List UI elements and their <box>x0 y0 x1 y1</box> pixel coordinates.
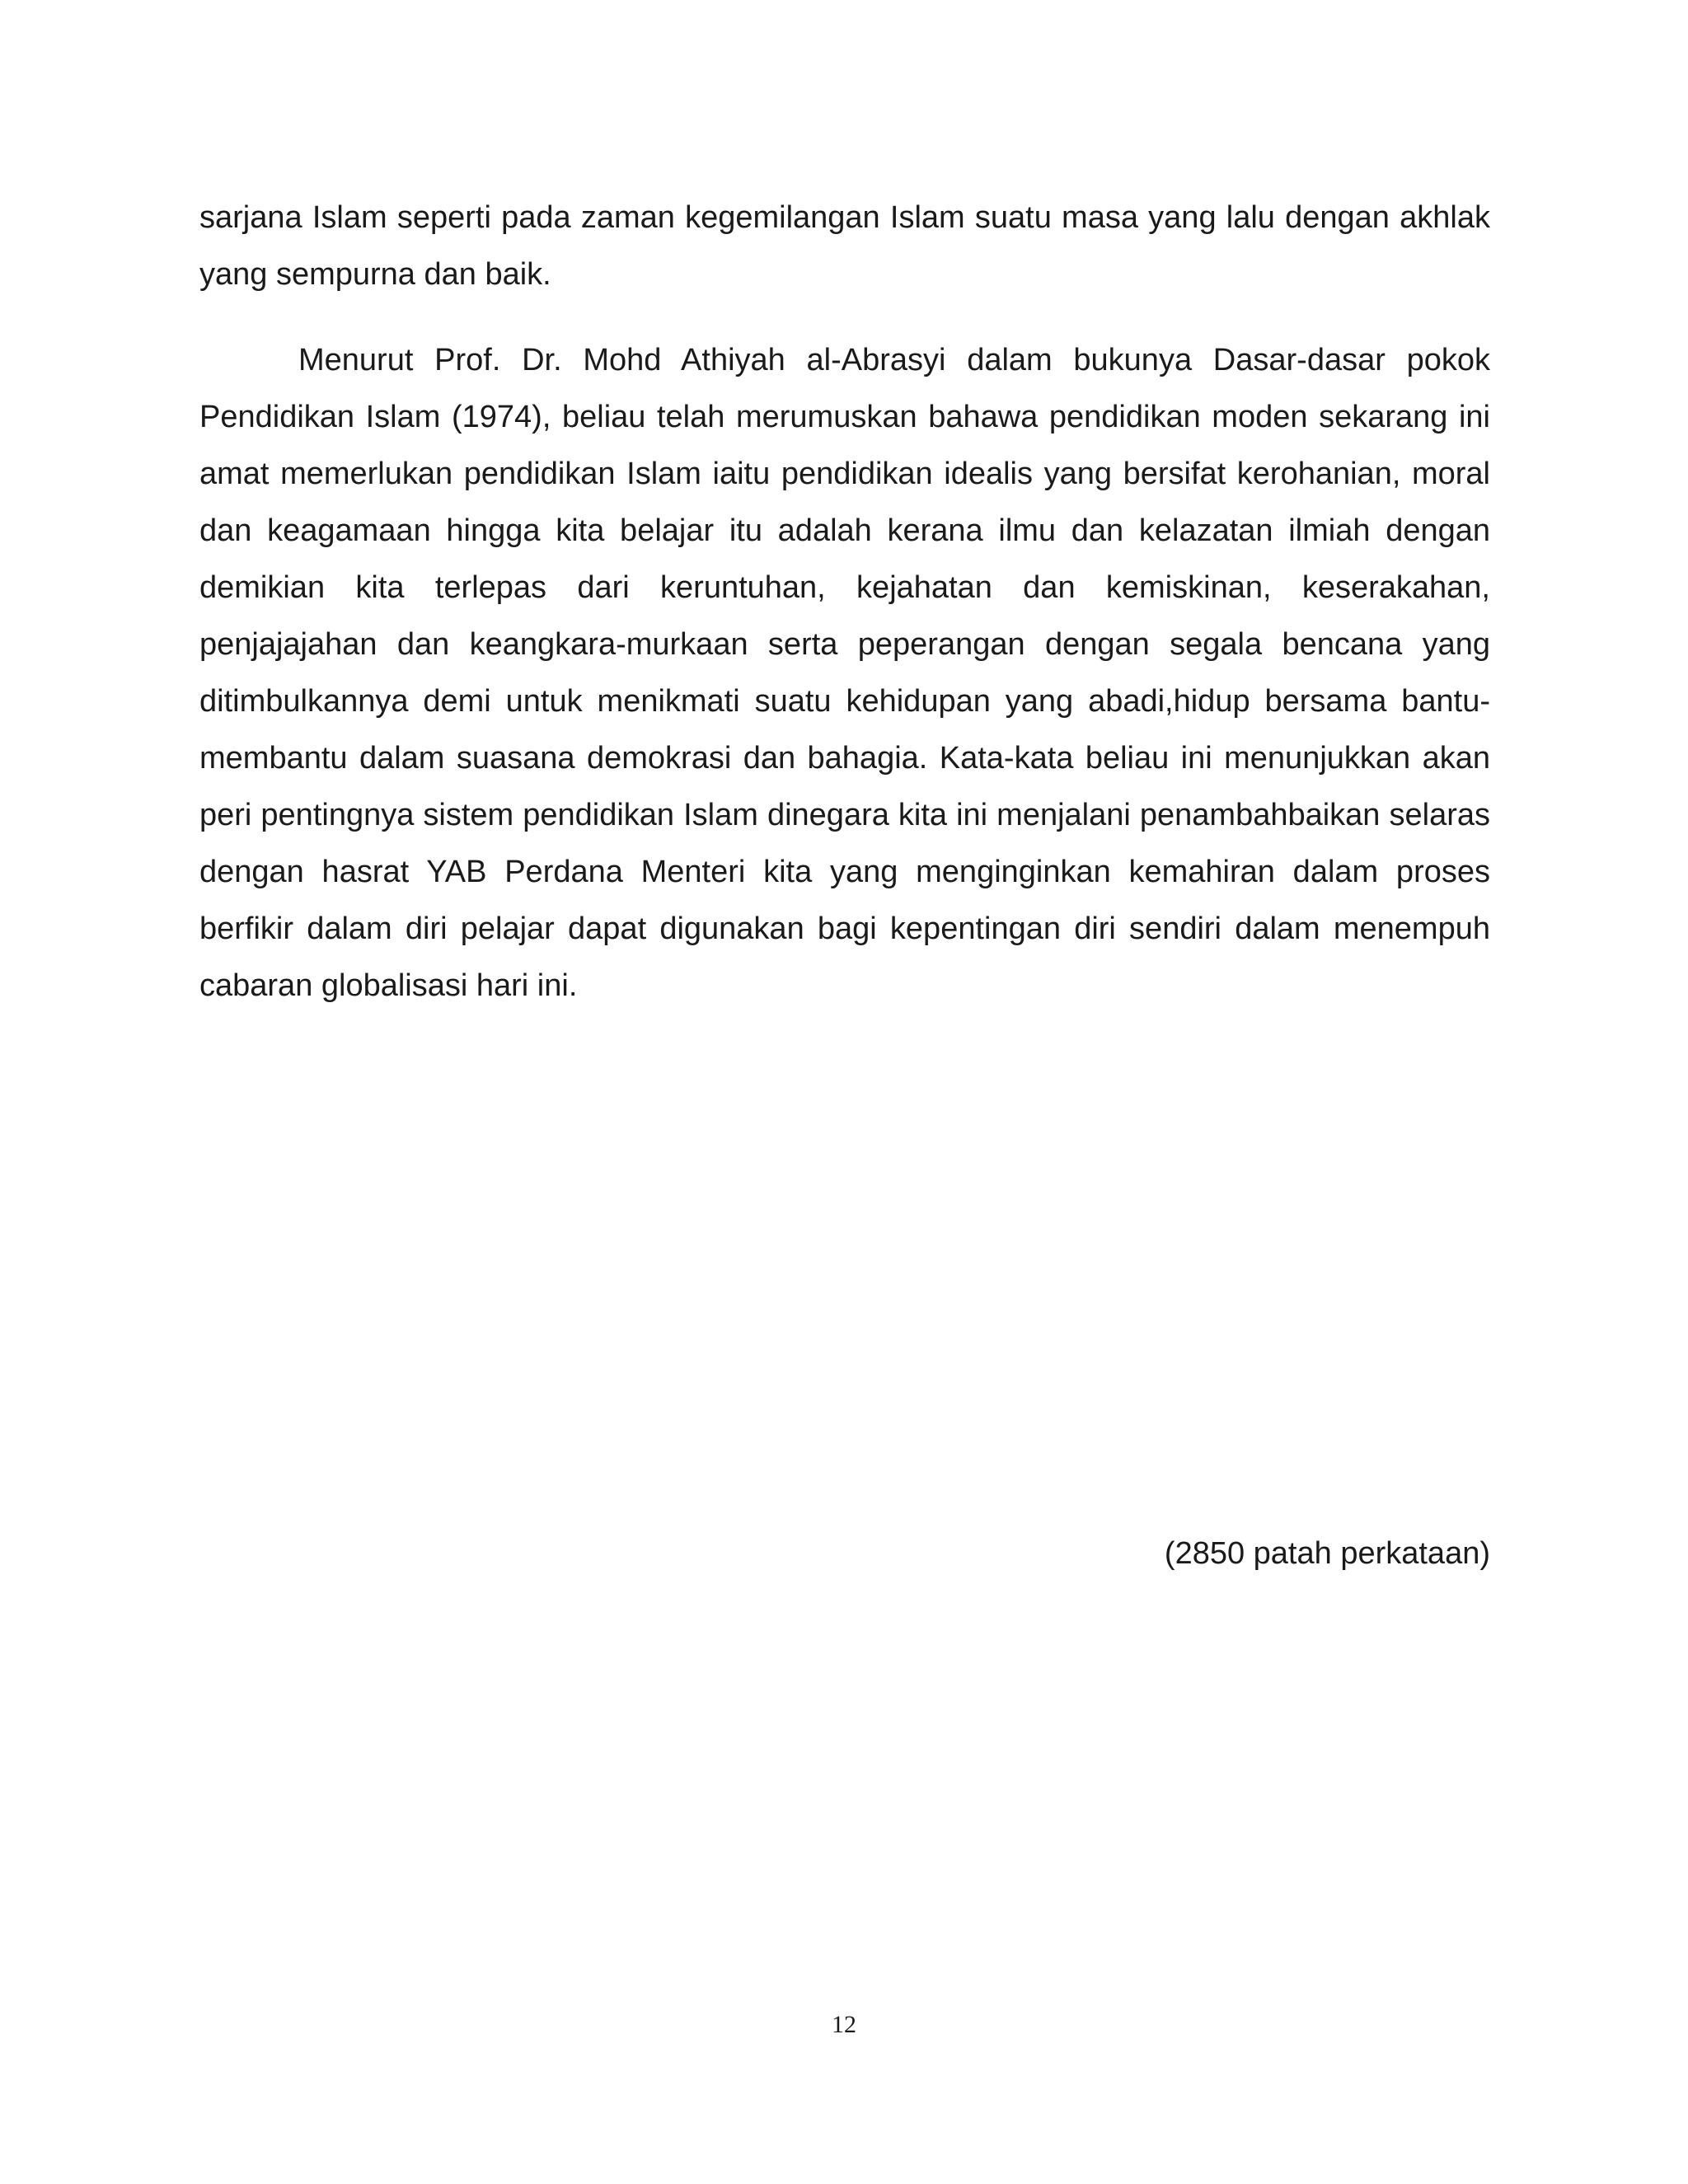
word-count-note: (2850 patah perkataan) <box>1164 1536 1490 1571</box>
paragraph-abrasyi-quote: Menurut Prof. Dr. Mohd Athiyah al-Abrasyi dalam bukunya Dasar-dasar pokok Pendidikan Islam (1974), beliau telah merumuskan bahawa pendidikan moden sekarang ini amat memerlukan pendidikan Islam iaitu pendidikan idealis yang bersifat kerohanian, moral dan keagamaan hingga kita belajar itu adalah kerana ilmu dan kelazatan ilmiah dengan demikian kita terlepas dari keruntuhan, kejahatan dan kemiskinan, keserakahan, penjajajahan dan keangkara-murkaan serta peperangan dengan segala bencana yang ditimbulkannya demi untuk menikmati suatu kehidupan yang abadi,hidup bersama bantu-membantu dalam suasana demokrasi dan bahagia. Kata-kata beliau ini menunjukkan akan peri pentingnya sistem pendidikan Islam dinegara kita ini menjalani penambahbaikan selaras dengan hasrat YAB Perdana Menteri kita yang menginginkan kemahiran dalam proses berfikir dalam diri pelajar dapat digunakan bagi kepentingan diri sendiri dalam menempuh cabaran globalisasi hari ini. <box>199 343 1490 1003</box>
page-number: 12 <box>832 2011 856 2038</box>
paragraph-continuation: sarjana Islam seperti pada zaman kegemilangan Islam suatu masa yang lalu dengan akhlak yang sempurna dan baik. <box>199 200 1490 292</box>
